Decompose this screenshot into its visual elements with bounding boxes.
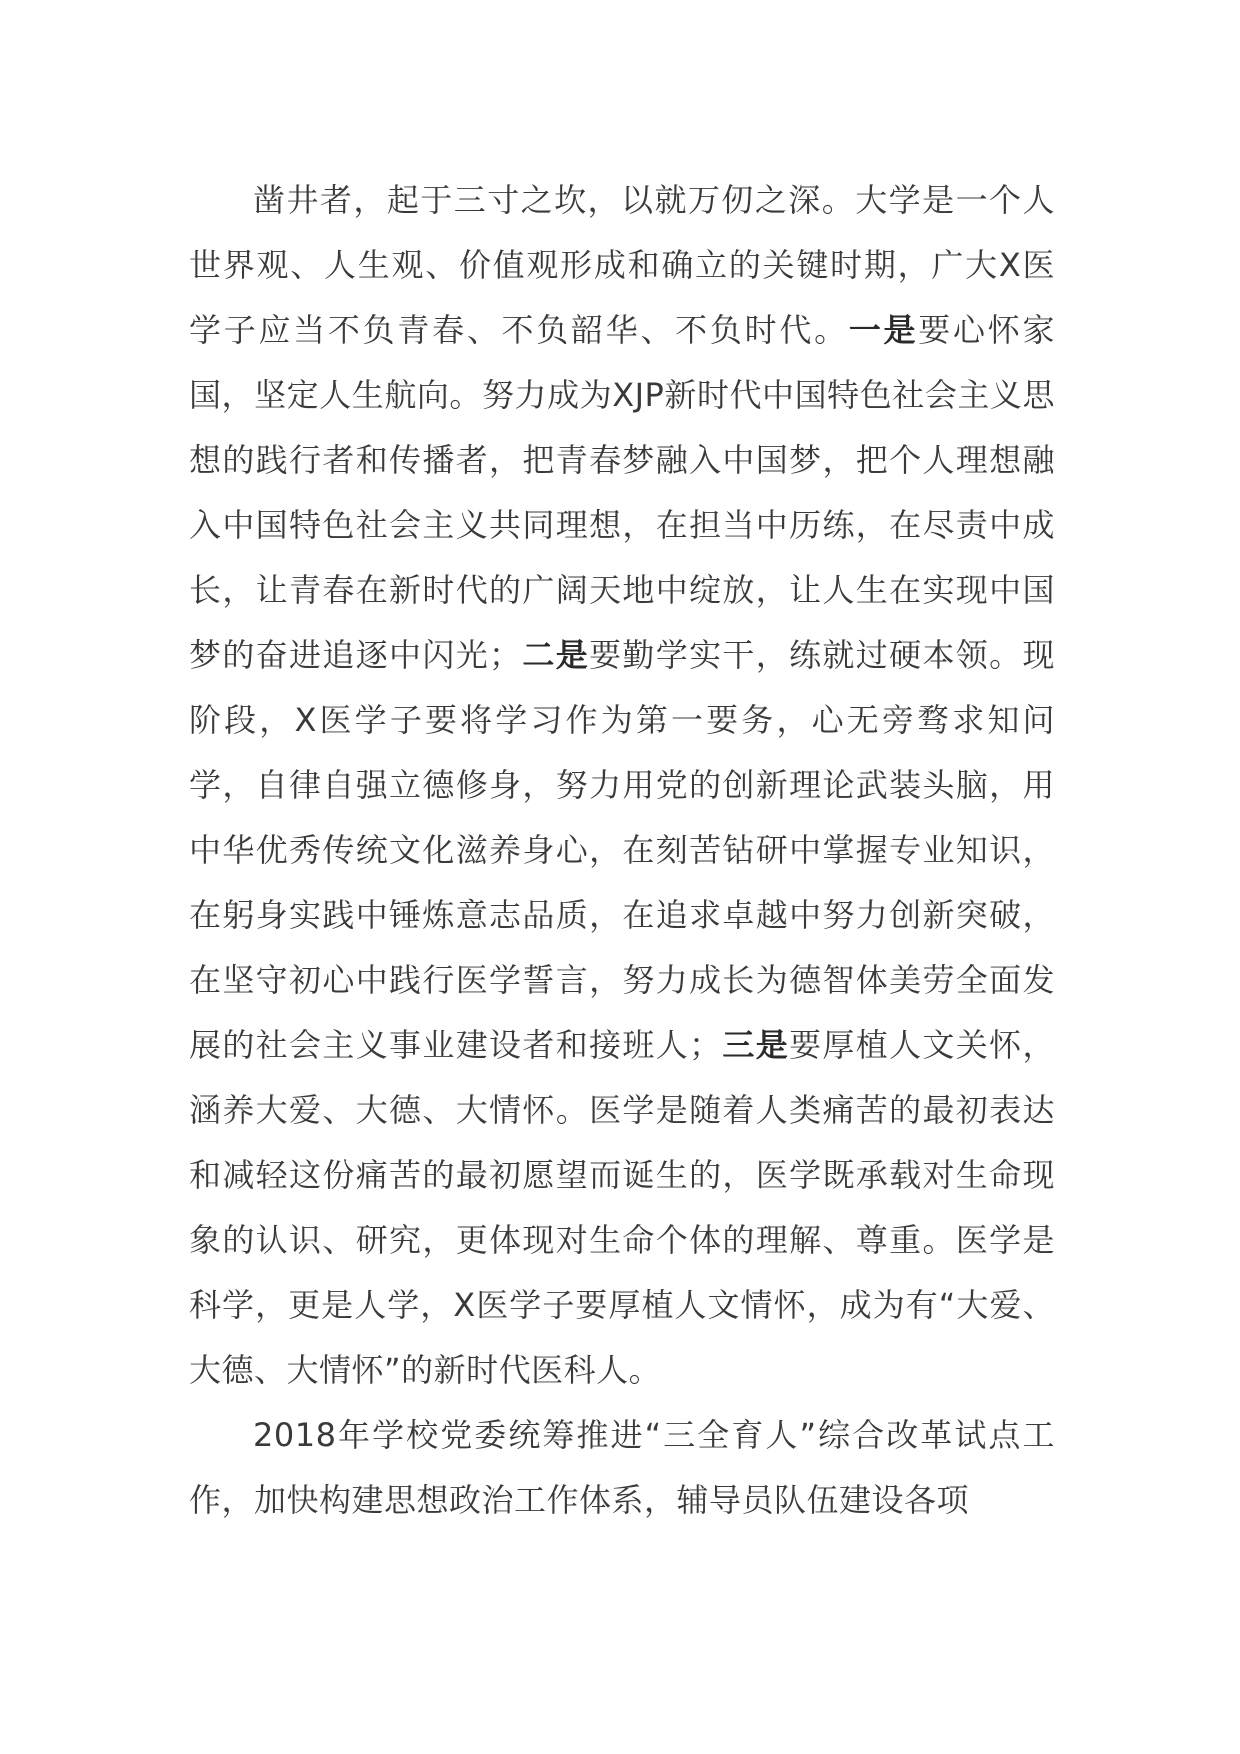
paragraph-2 (189, 1403, 1055, 1533)
paragraph-1-text-a: 凿井者，起于三寸之坎，以就万仞之深。大学是一个人世界观、人生观、价值观形成和确立的关键时期，广大X医学子应当不负青春、不负韶华、不负时代。 (189, 181, 1055, 349)
document-body (189, 168, 1055, 1533)
paragraph-2-text: 2018年学校党委统筹推进“三全育人”综合改革试点工作，加快构建思想政治工作体系，辅导员队伍建设各项 (189, 1416, 1055, 1519)
emphasis-third: 三是 (721, 1026, 790, 1064)
paragraph-1-text-b: 要心怀家国，坚定人生航向。努力成为XJP新时代中国特色社会主义思想的践行者和传播者，把青春梦融入中国梦，把个人理想融入中国特色社会主义共同理想，在担当中历练，在尽责中成长，让青春在新时代的广阔天地中绽放，让人生在实现中国梦的奋进追逐中闪光； (189, 311, 1055, 674)
paragraph-1-text-c: 要勤学实干，练就过硬本领。现阶段，X医学子要将学习作为第一要务，心无旁骛求知问学，自律自强立德修身，努力用党的创新理论武装头脑，用中华优秀传统文化滋养身心，在刻苦钻研中掌握专业知识，在躬身实践中锤炼意志品质，在追求卓越中努力创新突破，在坚守初心中践行医学誓言，努力成长为德智体美劳全面发展的社会主义事业建设者和接班人； (189, 636, 1055, 1064)
paragraph-1 (189, 168, 1055, 1403)
emphasis-second: 二是 (521, 636, 590, 674)
paragraph-1-text-d: 要厚植人文关怀，涵养大爱、大德、大情怀。医学是随着人类痛苦的最初表达和减轻这份痛苦的最初愿望而诞生的，医学既承载对生命现象的认识、研究，更体现对生命个体的理解、尊重。医学是科学，更是人学，X医学子要厚植人文情怀，成为有“大爱、大德、大情怀”的新时代医科人。 (189, 1026, 1055, 1389)
emphasis-first: 一是 (848, 311, 919, 349)
